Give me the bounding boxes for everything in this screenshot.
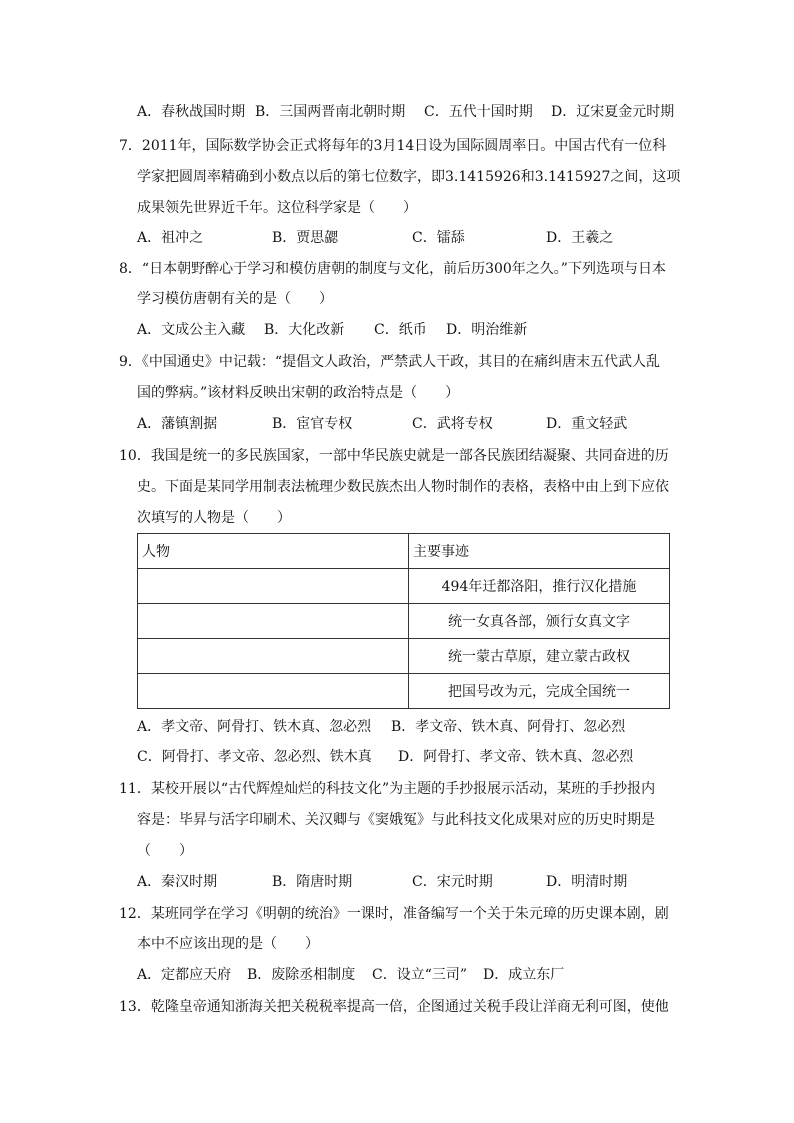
q12-option-c: C．设立“三司” [372,967,468,983]
q8-option-c: C．纸币 [374,322,427,338]
q9-option-d: D．重文轻武 [546,416,628,432]
q11-stem-line-2: 容是：毕昇与活字印刷术、关汉卿与《窦娥冤》与此科技文化成果对应的历史时期是 [137,812,655,828]
q7-stem-line-2: 学家把圆周率精确到小数点以后的第七位数字，即3.1415926和3.1415927之间，这项 [137,169,681,185]
q11-stem-line-1: 11．某校开展以“古代辉煌灿烂的科技文化”为主题的手抄报展示活动，某班的手抄报内 [119,781,656,797]
q7-option-c: C．镭舔 [412,230,465,246]
q7-option-a: A．祖冲之 [137,230,204,246]
table-cell-person [138,569,409,604]
q8-option-d: D．明治维新 [446,322,528,338]
table-cell-person [138,639,409,674]
q9-stem-line-1: 9．《中国通史》中记载：“提倡文人政治，严禁武人干政，其目的在痛纠唐末五代武人乱 [119,354,661,370]
table-row [138,639,670,674]
q8-stem-line-1: 8．“日本朝野醉心于学习和模仿唐朝的制度与文化，前后历300年之久。”下列选项与日本 [119,261,666,277]
q6-option-d: D．辽宋夏金元时期 [551,104,675,120]
q11-option-d: D．明清时期 [546,874,628,890]
q10-option-b: B．孝文帝、铁木真、阿骨打、忽必烈 [391,719,626,735]
q10-option-c: C．阿骨打、孝文帝、忽必烈、铁木真 [137,749,372,765]
q6-option-b: B．三国两晋南北朝时期 [255,104,406,120]
table-header-row [138,534,670,569]
q7-option-d: D．王羲之 [546,230,614,246]
q10-table [137,533,670,709]
q8-option-b: B．大化改新 [264,322,345,338]
q9-stem-line-2: 国的弊病。”该材料反映出宋朝的政治特点是（ ） [137,385,460,401]
q12-stem-line-1: 12．某班同学在学习《明朝的统治》一课时，准备编写一个关于朱元璋的历史课本剧，剧 [119,906,669,922]
q8-option-a: A．文成公主入藏 [137,322,246,338]
q10-stem-line-2: 史。下面是某同学用制表法梳理少数民族杰出人物时制作的表格，表格中由上到下应依 [137,479,669,495]
q10-option-d: D．阿骨打、孝文帝、铁木真、忽必烈 [398,749,634,765]
q11-option-c: C．宋元时期 [412,874,493,890]
q7-option-b: B．贾思勰 [272,230,339,246]
q6-option-a: A．春秋战国时期 [137,104,246,120]
table-row [138,569,670,604]
table-cell-person [138,674,409,709]
q10-option-a: A．孝文帝、阿骨打、铁木真、忽必烈 [137,719,372,735]
q6-option-c: C．五代十国时期 [424,104,533,120]
q10-stem-line-1: 10．我国是统一的多民族国家，一部中华民族史就是一部各民族团结凝聚、共同奋进的历 [119,448,669,464]
table-cell-person [138,604,409,639]
q10-stem-line-3: 次填写的人物是（ ） [137,510,291,526]
q9-option-b: B．宦官专权 [272,416,353,432]
q11-stem-line-3: （ ） [137,843,193,859]
q12-stem-line-2: 本中不应该出现的是（ ） [137,936,319,952]
table-cell-deed: 把国号改为元，完成全国统一 [409,674,670,709]
q11-option-b: B．隋唐时期 [272,874,353,890]
q12-option-a: A．定都应天府 [137,967,232,983]
q11-option-a: A．秦汉时期 [137,874,218,890]
table-header-deeds: 主要事迹 [409,534,670,569]
table-header-person: 人物 [138,534,409,569]
table-cell-deed: 494年迁都洛阳，推行汉化措施 [409,569,670,604]
q9-option-a: A．藩镇割据 [137,416,218,432]
table-row [138,604,670,639]
q7-stem-line-3: 成果领先世界近千年。这位科学家是（ ） [137,200,417,216]
q7-stem-line-1: 7．2011年，国际数学协会正式将每年的3月14日设为国际圆周率日。中国古代有一位科 [119,138,667,154]
q12-option-d: D．成立东厂 [483,967,565,983]
q12-option-b: B．废除丞相制度 [247,967,356,983]
q8-stem-line-2: 学习模仿唐朝有关的是（ ） [137,291,333,307]
table-cell-deed: 统一女真各部，颁行女真文字 [409,604,670,639]
table-row [138,674,670,709]
q13-stem-line-1: 13．乾隆皇帝通知浙海关把关税税率提高一倍，企图通过关税手段让洋商无利可图，使他 [119,999,669,1015]
table-cell-deed: 统一蒙古草原，建立蒙古政权 [409,639,670,674]
q9-option-c: C．武将专权 [412,416,493,432]
